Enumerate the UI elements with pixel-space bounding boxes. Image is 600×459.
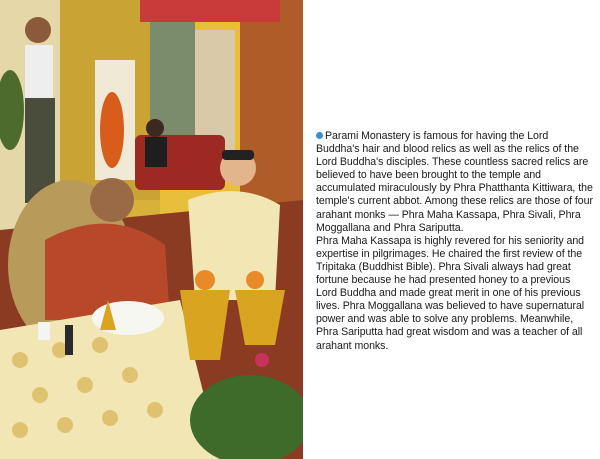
article-text xyxy=(316,130,594,353)
article-paragraph-2: Phra Maha Kassapa is highly revered for his seniority and expertise in pilgrimages. He chaired the first review of the Tripitaka (Buddhist Bible). Phra Sivali always had great fortune because he had presented honey to a previous Lord Buddha and made great merit in one of his previous lives. Phra Moggallana was believed to have supernatural power and was able to solve any problems. Meanwhile, Phra Sariputta had great wisdom and was a teacher of all arahant monks. xyxy=(316,234,585,352)
paragraph-1-text: Parami Monastery is famous for having the Lord Buddha's hair and blood relics as well as the relics of the Lord Buddha's disciples. These countless sacred relics are believed to have been brought to the temple and accumulated miraculously by Phra Phatthanta Kittiwara, the temple's current abbot. Among these relics are those of four arahant monks — Phra Maha Kassapa, Phra Sivali, Phra Moggallana and Phra Sariputta. xyxy=(316,130,593,234)
bullet-icon xyxy=(316,132,323,139)
article-paragraph-1 xyxy=(316,130,594,235)
